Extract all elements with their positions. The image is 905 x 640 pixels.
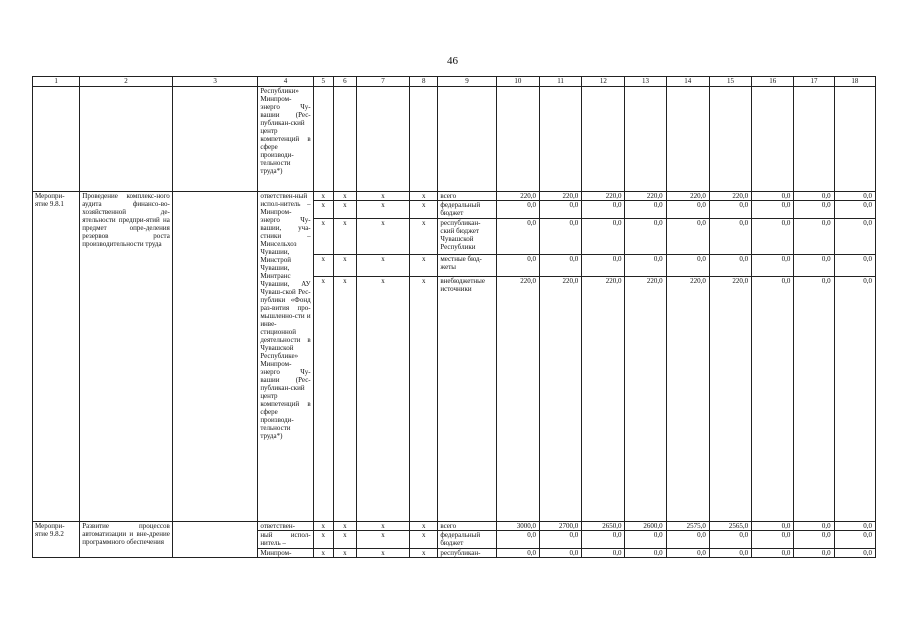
cell: x bbox=[410, 549, 438, 558]
cell: 220,0 bbox=[582, 277, 625, 522]
cell: 0,0 bbox=[794, 219, 834, 255]
col-header: 10 bbox=[496, 77, 539, 87]
col-header: 6 bbox=[333, 77, 356, 87]
measure-name: Проведение комплекс-ного аудита финансо-во-хозяйственной де-ятельности предпри-ятий на предмет опре-деления резервов роста производительности труда bbox=[80, 192, 173, 522]
measure-code: Меропри-ятие 9.8.1 bbox=[33, 192, 80, 522]
col-header: 11 bbox=[539, 77, 581, 87]
carry-over-row bbox=[33, 87, 876, 192]
cell: 0,0 bbox=[752, 522, 794, 531]
col-header: 7 bbox=[356, 77, 409, 87]
funding-source: республикан- bbox=[438, 549, 496, 558]
cell: 3000,0 bbox=[496, 522, 539, 531]
measure-executor: Минпром- bbox=[258, 549, 313, 558]
cell: 0,0 bbox=[666, 255, 709, 277]
cell: x bbox=[356, 522, 409, 531]
cell: x bbox=[410, 219, 438, 255]
cell: x bbox=[313, 219, 333, 255]
cell: 0,0 bbox=[752, 192, 794, 201]
cell: 0,0 bbox=[752, 201, 794, 219]
cell: 0,0 bbox=[834, 277, 875, 522]
col-header: 17 bbox=[794, 77, 834, 87]
cell: 220,0 bbox=[666, 192, 709, 201]
cell: 2650,0 bbox=[582, 522, 625, 531]
cell: 220,0 bbox=[625, 192, 666, 201]
cell: 2600,0 bbox=[625, 522, 666, 531]
funding-source: республикан-ский бюджет Чувашской Республики bbox=[438, 219, 496, 255]
cell: x bbox=[410, 255, 438, 277]
funding-source: внебюджетные источники bbox=[438, 277, 496, 522]
cell: 0,0 bbox=[834, 531, 875, 549]
cell: x bbox=[313, 522, 333, 531]
col-header: 1 bbox=[33, 77, 80, 87]
cell: 0,0 bbox=[539, 219, 581, 255]
cell: 0,0 bbox=[709, 219, 751, 255]
cell: 0,0 bbox=[752, 219, 794, 255]
col-header: 18 bbox=[834, 77, 875, 87]
cell: 0,0 bbox=[625, 201, 666, 219]
cell: 0,0 bbox=[582, 549, 625, 558]
cell: 220,0 bbox=[496, 277, 539, 522]
col-header: 8 bbox=[410, 77, 438, 87]
cell: 0,0 bbox=[496, 201, 539, 219]
cell: 0,0 bbox=[625, 549, 666, 558]
cell: 0,0 bbox=[539, 549, 581, 558]
funding-source: федеральный бюджет bbox=[438, 201, 496, 219]
cell: x bbox=[333, 192, 356, 201]
cell: 0,0 bbox=[496, 549, 539, 558]
table-row bbox=[33, 192, 876, 201]
cell: 2565,0 bbox=[709, 522, 751, 531]
cell: x bbox=[333, 219, 356, 255]
cell: x bbox=[356, 255, 409, 277]
col-header: 3 bbox=[172, 77, 258, 87]
measure-name: Развитие процессов автоматизации и вне-дрение программного обеспечения bbox=[80, 522, 173, 558]
cell: 0,0 bbox=[496, 531, 539, 549]
cell: 0,0 bbox=[666, 531, 709, 549]
col-header: 9 bbox=[438, 77, 496, 87]
cell: x bbox=[356, 549, 409, 558]
measure-code: Меропри-ятие 9.8.2 bbox=[33, 522, 80, 558]
page-number: 46 bbox=[447, 55, 458, 67]
cell: x bbox=[356, 531, 409, 549]
cell: 0,0 bbox=[794, 255, 834, 277]
cell: 0,0 bbox=[834, 255, 875, 277]
cell: 220,0 bbox=[539, 192, 581, 201]
measure-executor: ответствен- bbox=[258, 522, 313, 531]
measure-executor: ный испол-нитель – bbox=[258, 531, 313, 549]
col-header: 15 bbox=[709, 77, 751, 87]
cell: x bbox=[410, 192, 438, 201]
cell: 0,0 bbox=[794, 549, 834, 558]
cell: x bbox=[333, 522, 356, 531]
cell: 0,0 bbox=[794, 522, 834, 531]
cell: x bbox=[313, 549, 333, 558]
cell: 0,0 bbox=[496, 219, 539, 255]
carry-over-executor: Республики» Минпром-энерго Чу-вашии (Рес-публикан-ский центр компетенций в сфере производи-тельности труда*) bbox=[258, 87, 313, 192]
cell: x bbox=[410, 531, 438, 549]
cell: 0,0 bbox=[625, 531, 666, 549]
cell: 0,0 bbox=[582, 201, 625, 219]
cell: 2700,0 bbox=[539, 522, 581, 531]
cell: x bbox=[410, 522, 438, 531]
cell: 0,0 bbox=[794, 201, 834, 219]
col-header: 13 bbox=[625, 77, 666, 87]
cell: x bbox=[410, 277, 438, 522]
cell: 0,0 bbox=[834, 219, 875, 255]
cell: x bbox=[313, 255, 333, 277]
cell: 0,0 bbox=[834, 192, 875, 201]
cell: x bbox=[313, 531, 333, 549]
cell: 0,0 bbox=[582, 531, 625, 549]
cell: 0,0 bbox=[709, 255, 751, 277]
cell: x bbox=[356, 277, 409, 522]
program-table bbox=[32, 76, 876, 558]
funding-source: всего bbox=[438, 522, 496, 531]
cell: 0,0 bbox=[666, 219, 709, 255]
funding-source: федеральный бюджет bbox=[438, 531, 496, 549]
col-header: 14 bbox=[666, 77, 709, 87]
cell: 0,0 bbox=[496, 255, 539, 277]
funding-source: всего bbox=[438, 192, 496, 201]
cell: 0,0 bbox=[752, 255, 794, 277]
cell: 220,0 bbox=[709, 277, 751, 522]
cell: 220,0 bbox=[496, 192, 539, 201]
cell: x bbox=[313, 277, 333, 522]
col-header: 4 bbox=[258, 77, 313, 87]
cell: 0,0 bbox=[582, 219, 625, 255]
cell: x bbox=[313, 201, 333, 219]
cell: 0,0 bbox=[752, 277, 794, 522]
cell: 0,0 bbox=[539, 531, 581, 549]
cell: 0,0 bbox=[709, 549, 751, 558]
cell: 0,0 bbox=[539, 255, 581, 277]
cell: 0,0 bbox=[582, 255, 625, 277]
cell: 0,0 bbox=[752, 549, 794, 558]
cell: x bbox=[333, 201, 356, 219]
cell: 220,0 bbox=[625, 277, 666, 522]
cell: 0,0 bbox=[539, 201, 581, 219]
cell: x bbox=[356, 201, 409, 219]
cell: 0,0 bbox=[794, 531, 834, 549]
cell: 0,0 bbox=[834, 201, 875, 219]
cell: 0,0 bbox=[709, 531, 751, 549]
col-header: 5 bbox=[313, 77, 333, 87]
cell: x bbox=[356, 219, 409, 255]
cell: 0,0 bbox=[834, 522, 875, 531]
cell: x bbox=[410, 201, 438, 219]
cell: 0,0 bbox=[834, 549, 875, 558]
cell: x bbox=[333, 531, 356, 549]
measure-executor: ответствен-ный испол-нитель – Минпром-энерго Чу-вашии, уча-стники – Минсельхоз Чувашии, Минстрой Чувашии, Минтранс Чувашии, АУ Чуваш-ской Рес-публики «Фонд раз-вития про-мышленно-сти и инве-стиционной деятельности в Чувашской Республике» Минпром-энерго Чу-вашии (Рес-публикан-ский центр компетенций в сфере производи-тельности труда*) bbox=[258, 192, 313, 522]
cell: x bbox=[333, 277, 356, 522]
cell: 220,0 bbox=[709, 192, 751, 201]
cell: 0,0 bbox=[625, 219, 666, 255]
cell: 220,0 bbox=[539, 277, 581, 522]
column-number-row bbox=[33, 77, 876, 87]
cell: x bbox=[356, 192, 409, 201]
cell: 0,0 bbox=[625, 255, 666, 277]
col-header: 2 bbox=[80, 77, 173, 87]
table-row bbox=[33, 522, 876, 531]
cell: x bbox=[333, 255, 356, 277]
cell: 0,0 bbox=[666, 201, 709, 219]
cell: 0,0 bbox=[794, 192, 834, 201]
cell: 0,0 bbox=[666, 549, 709, 558]
cell: 2575,0 bbox=[666, 522, 709, 531]
cell: 220,0 bbox=[666, 277, 709, 522]
cell: x bbox=[313, 192, 333, 201]
cell: 0,0 bbox=[794, 277, 834, 522]
col-header: 12 bbox=[582, 77, 625, 87]
cell: 220,0 bbox=[582, 192, 625, 201]
col-header: 16 bbox=[752, 77, 794, 87]
cell: 0,0 bbox=[752, 531, 794, 549]
funding-source: местные бюд-жеты bbox=[438, 255, 496, 277]
cell: x bbox=[333, 549, 356, 558]
cell: 0,0 bbox=[709, 201, 751, 219]
